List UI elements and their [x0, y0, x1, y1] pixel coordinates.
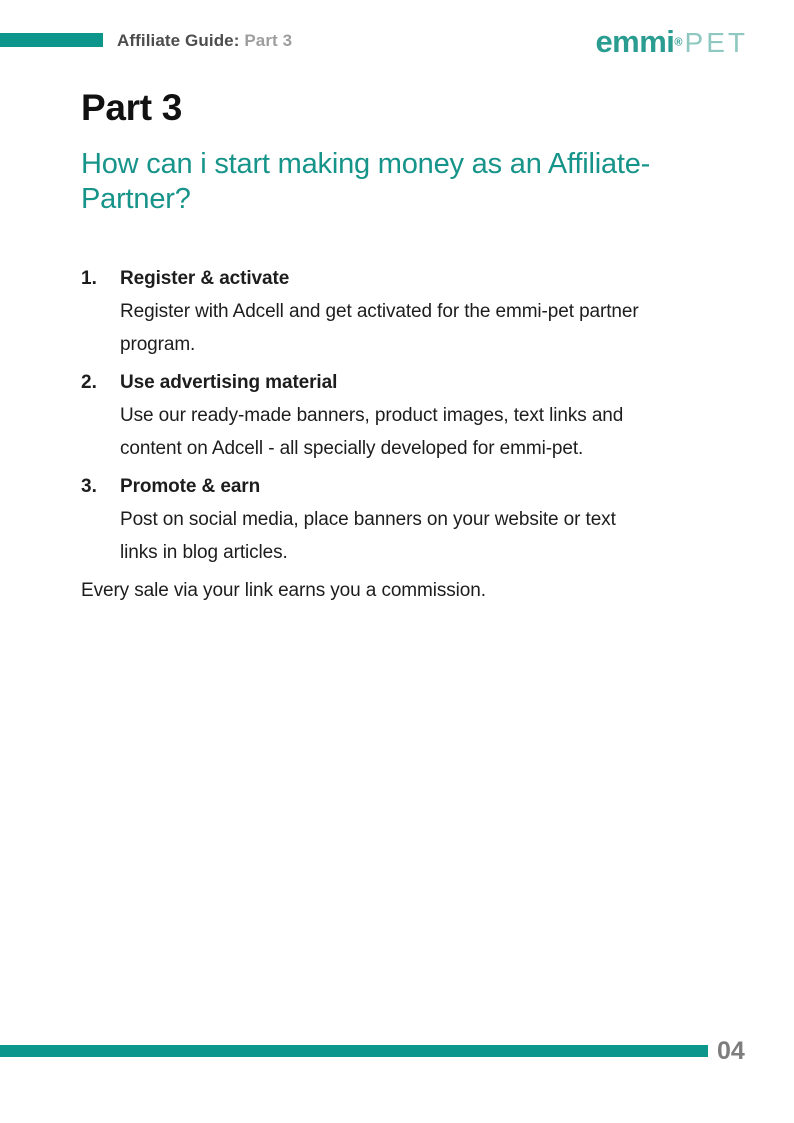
header-doc-name: Affiliate Guide: [117, 31, 240, 50]
logo-brand-text: emmi [595, 24, 675, 59]
page-subtitle [81, 147, 714, 217]
registered-trademark-icon: ® [674, 36, 683, 49]
list-item [81, 366, 714, 465]
step-body-line: links in blog articles. [120, 542, 288, 563]
step-title: Promote & earn [120, 476, 261, 497]
step-number: 3. [81, 476, 97, 497]
header-doc-part: Part 3 [244, 31, 293, 50]
steps-list [81, 262, 714, 569]
step-title: Register & activate [120, 268, 290, 289]
list-item [81, 262, 714, 361]
step-content [120, 366, 714, 465]
subtitle-line: How can i start making money as an Affiliate- [81, 148, 651, 180]
subtitle-line: Partner? [81, 183, 191, 215]
header-title [117, 31, 292, 51]
step-content [120, 470, 714, 569]
step-body [120, 503, 714, 569]
closing-statement: Every sale via your link earns you a commission. [81, 580, 486, 601]
list-item [81, 470, 714, 569]
step-body-line: Register with Adcell and get activated for the emmi-pet partner [120, 301, 639, 322]
step-body [120, 295, 714, 361]
step-number: 2. [81, 372, 97, 393]
step-content [120, 262, 714, 361]
step-body [120, 399, 714, 465]
step-body-line: content on Adcell - all specially developed for emmi-pet. [120, 438, 584, 459]
main-content [81, 88, 714, 607]
step-body-line: Post on social media, place banners on your website or text [120, 509, 616, 530]
step-body-line: program. [120, 334, 196, 355]
footer-accent-bar [0, 1045, 708, 1057]
header-accent-bar [0, 33, 103, 47]
emmi-pet-logo [595, 26, 748, 57]
step-title: Use advertising material [120, 372, 338, 393]
step-number: 1. [81, 268, 97, 289]
step-body-line: Use our ready-made banners, product images, text links and [120, 405, 624, 426]
logo-suffix-text: PET [684, 27, 748, 58]
page-title: Part 3 [81, 87, 183, 128]
page-number: 04 [717, 1037, 745, 1065]
